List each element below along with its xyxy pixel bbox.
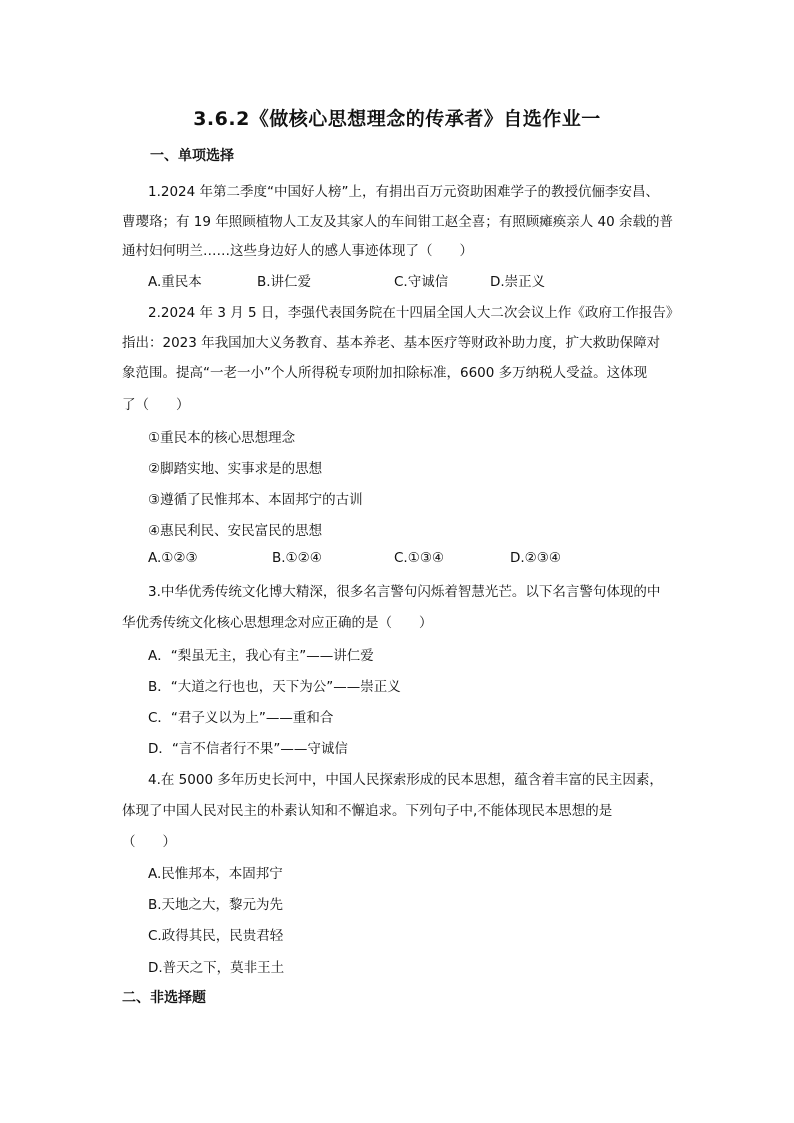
q2-item-2: ②脚踏实地、实事求是的思想 xyxy=(148,461,323,477)
q1-option-a[interactable]: A.重民本 xyxy=(148,274,202,290)
q2-option-a[interactable]: A.①②③ xyxy=(148,550,198,566)
q4-option-a[interactable]: A.民惟邦本，本固邦宁 xyxy=(148,866,283,882)
q2-item-4: ④惠民利民、安民富民的思想 xyxy=(148,523,323,539)
q1-line-1: 1.2024 年第二季度“中国好人榜”上，有捐出百万元资助困难学子的教授伉俪李安昌、 xyxy=(148,184,660,200)
q2-line-4: 了（ ） xyxy=(122,397,190,413)
q3-line-1: 3.中华优秀传统文化博大精深，很多名言警句闪烁着智慧光芒。以下名言警句体现的中 xyxy=(148,584,661,600)
q1-option-b[interactable]: B.讲仁爱 xyxy=(257,274,312,290)
q3-option-d[interactable]: D．“言不信者行不果”——守诚信 xyxy=(148,741,348,757)
section-heading-non-choice: 二、非选择题 xyxy=(122,990,206,1006)
q4-option-c[interactable]: C.政得其民，民贵君轻 xyxy=(148,928,284,944)
q4-line-2: 体现了中国人民对民主的朴素认知和不懈追求。下列句子中,不能体现民本思想的是 xyxy=(122,803,613,819)
q4-line-1: 4.在 5000 多年历史长河中，中国人民探索形成的民本思想，蕴含着丰富的民主因素， xyxy=(148,772,663,788)
q1-line-2: 曹璎珞；有 19 年照顾植物人工友及其家人的车间钳工赵全喜；有照顾瘫痪亲人 40 余载的普 xyxy=(122,214,674,230)
q2-line-1: 2.2024 年 3 月 5 日，李强代表国务院在十四届全国人大二次会议上作《政府工作报告》 xyxy=(148,305,680,321)
q4-option-d[interactable]: D.普天之下，莫非王土 xyxy=(148,960,285,976)
q4-line-3: （ ） xyxy=(122,834,176,850)
q2-item-1: ①重民本的核心思想理念 xyxy=(148,430,296,446)
q1-option-c[interactable]: C.守诚信 xyxy=(394,274,449,290)
q3-line-2: 华优秀传统文化核心思想理念对应正确的是（ ） xyxy=(122,615,433,631)
q3-option-c[interactable]: C．“君子义以为上”——重和合 xyxy=(148,710,334,726)
q2-item-3: ③遵循了民惟邦本、本固邦宁的古训 xyxy=(148,492,363,508)
q4-option-b[interactable]: B.天地之大，黎元为先 xyxy=(148,897,284,913)
section-heading-single-choice: 一、单项选择 xyxy=(150,148,234,164)
document-title: 3.6.2《做核心思想理念的传承者》自选作业一 xyxy=(193,108,601,130)
q2-option-b[interactable]: B.①②④ xyxy=(272,550,322,566)
q1-line-3: 通村妇何明兰……这些身边好人的感人事迹体现了（ ） xyxy=(122,243,473,259)
q2-line-3: 象范围。提高“一老一小”个人所得税专项附加扣除标准，6600 多万纳税人受益。这体现 xyxy=(122,365,648,381)
q2-option-d[interactable]: D.②③④ xyxy=(510,550,561,566)
q3-option-b[interactable]: B．“大道之行也也，天下为公”——崇正义 xyxy=(148,679,401,695)
q3-option-a[interactable]: A．“梨虽无主，我心有主”——讲仁爱 xyxy=(148,648,374,664)
q2-line-2: 指出：2023 年我国加大义务教育、基本养老、基本医疗等财政补助力度，扩大救助保障对 xyxy=(122,335,661,351)
q1-option-d[interactable]: D.崇正义 xyxy=(490,274,546,290)
q2-option-c[interactable]: C.①③④ xyxy=(394,550,445,566)
